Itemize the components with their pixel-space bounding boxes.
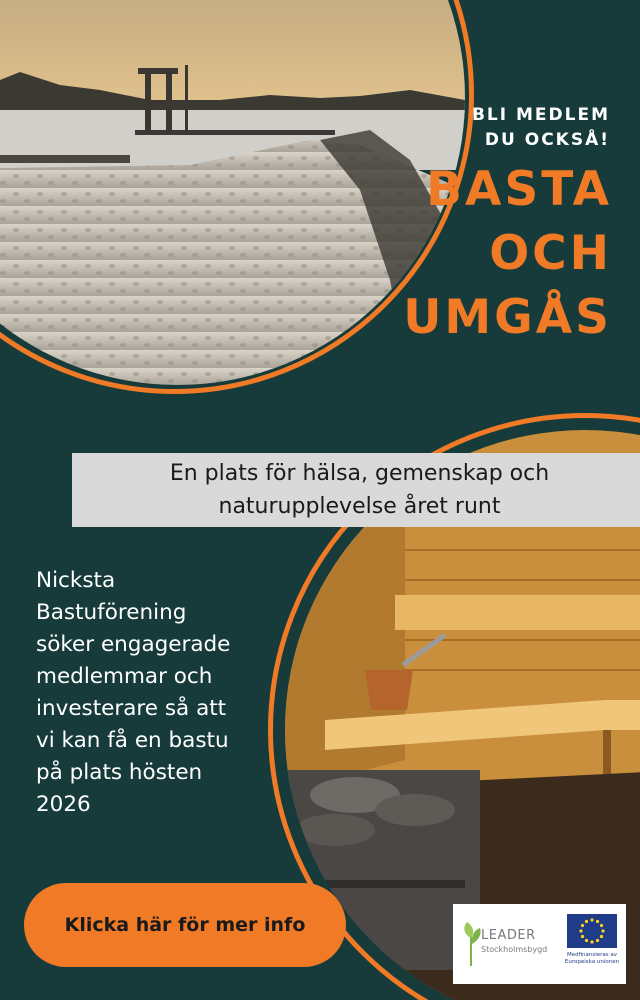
tagline-line-1: En plats för hälsa, gemenskap och bbox=[169, 461, 550, 486]
eu-caption bbox=[561, 952, 623, 966]
headline-line-2: OCH bbox=[489, 226, 612, 281]
body-line: vi kan få en bastu bbox=[36, 728, 229, 753]
headline-line-3: UMGÅS bbox=[403, 290, 612, 345]
tagline-box bbox=[72, 453, 640, 527]
more-info-button[interactable] bbox=[24, 883, 346, 967]
headline bbox=[403, 158, 612, 350]
leader-region: Stockholmsbygd bbox=[481, 945, 548, 954]
more-info-button-label: Klicka här för mer info bbox=[64, 914, 306, 936]
body-line: Nicksta bbox=[36, 568, 116, 593]
body-line: på plats hösten bbox=[36, 760, 203, 785]
leader-wordmark: LEADER bbox=[481, 928, 536, 943]
body-line: Bastuförening bbox=[36, 600, 187, 625]
eu-flag-icon bbox=[567, 914, 617, 948]
winter-beach-illustration bbox=[0, 0, 465, 385]
eu-cofunding-logo bbox=[561, 914, 621, 978]
body-line: 2026 bbox=[36, 792, 91, 817]
leader-logo bbox=[459, 914, 555, 974]
body-text bbox=[36, 565, 271, 821]
eu-caption-line-1: Medfinansieras av bbox=[566, 952, 618, 958]
kicker-line-2: DU OCKSÅ! bbox=[484, 130, 610, 150]
membership-kicker bbox=[472, 103, 610, 153]
winter-beach-photo bbox=[0, 0, 465, 385]
leaf-icon bbox=[461, 920, 483, 966]
body-line: söker engagerade bbox=[36, 632, 231, 657]
headline-line-1: BASTA bbox=[426, 162, 612, 217]
body-line: investerare så att bbox=[36, 696, 227, 721]
body-line: medlemmar och bbox=[36, 664, 213, 689]
eu-caption-line-2: Europeiska unionen bbox=[564, 959, 620, 965]
kicker-line-1: BLI MEDLEM bbox=[471, 105, 610, 125]
sponsor-logos bbox=[453, 904, 626, 984]
tagline-line-2: naturupplevelse året runt bbox=[218, 494, 501, 519]
